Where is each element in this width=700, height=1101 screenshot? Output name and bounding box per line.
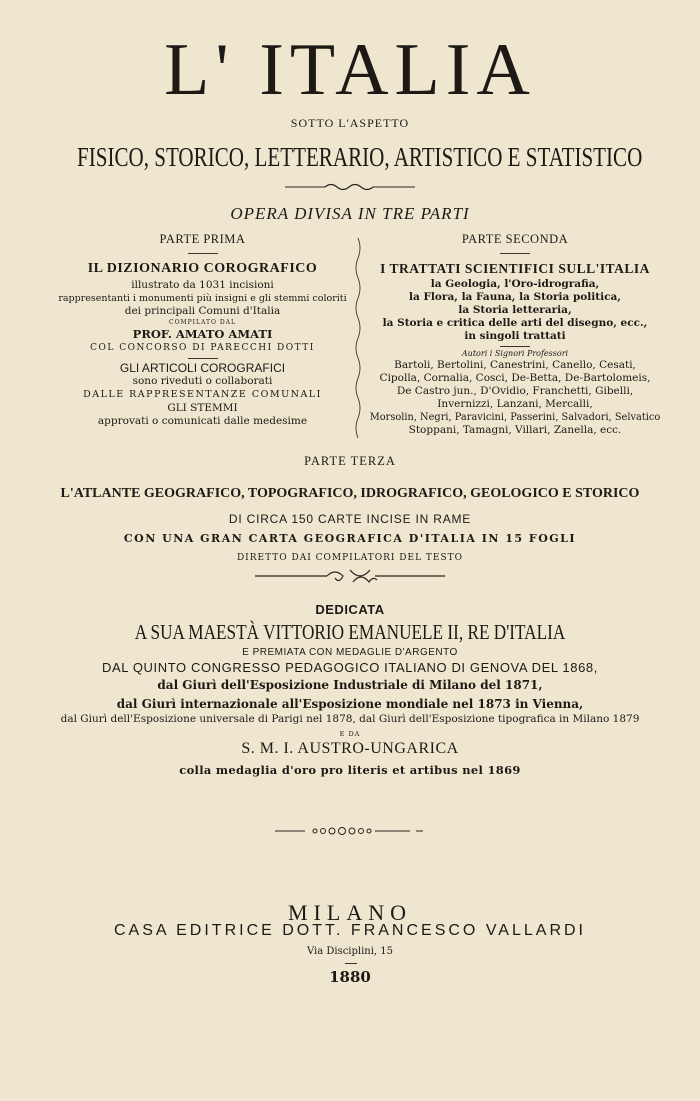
- names-line-5: Morsolin, Negri, Paravicini, Passerini, Salvadori, Selvatico: [369, 412, 661, 423]
- autori-line: Autori i Signori Professori: [461, 349, 569, 358]
- seconda-line-5: in singoli trattati: [464, 330, 566, 342]
- parte-prima-heading: PARTE PRIMA: [159, 232, 246, 246]
- names-line-2: Cipolla, Cornalia, Cosci, De-Betta, De-Bartolomeis,: [379, 372, 651, 384]
- sotto-line: SOTTO L'ASPETTO: [290, 116, 410, 130]
- vertical-brace-divider: [352, 238, 364, 444]
- prima-line-1: illustrato da 1031 incisioni: [131, 279, 274, 291]
- articoli-line: GLI ARTICOLI COROGRAFICI: [119, 361, 286, 375]
- giuri-parigi-line: dal Giurì dell'Esposizione universale di Parigi nel 1878, dal Giurì dell'Esposizione tipografica in Milano 1879: [60, 713, 640, 725]
- diretto-line: DIRETTO DAI COMPILATORI DEL TESTO: [236, 553, 464, 563]
- names-line-4: Invernizzi, Lanzani, Mercalli,: [437, 398, 593, 410]
- subtitle: FISICO, STORICO, LETTERARIO, ARTISTICO E STATISTICO: [77, 142, 643, 172]
- giuri-vienna-line: dal Giurì internazionale all'Esposizione mondiale nel 1873 in Vienna,: [116, 697, 584, 711]
- concorso-line: COL CONCORSO DI PARECCHI DOTTI: [90, 343, 315, 353]
- seconda-line-1: la Geologia, l'Oro-idrografia,: [430, 278, 600, 290]
- imprint-year: 1880: [329, 968, 371, 986]
- trattati-title: I TRATTATI SCIENTIFICI SULL'ITALIA: [380, 261, 650, 276]
- imprint-city: MILANO: [288, 900, 412, 925]
- divider: [188, 253, 218, 254]
- compilato-dal: COMPILATO DAL: [168, 319, 236, 326]
- dedicata-line: DEDICATA: [315, 602, 385, 617]
- ornament-divider-2: [0, 568, 700, 584]
- ornament-divider-1: [0, 182, 700, 192]
- approvati-line: approvati o comunicati dalle medesime: [97, 415, 308, 427]
- parte-prima-column: [50, 232, 355, 428]
- atlante-title: L'ATLANTE GEOGRAFICO, TOPOGRAFICO, IDROGRAFICO, GEOLOGICO E STORICO: [60, 486, 640, 501]
- author-name: PROF. AMATO AMATI: [132, 327, 273, 341]
- imprint-address: Via Disciplini, 15: [306, 946, 394, 957]
- riveduti-line: sono riveduti o collaborati: [132, 375, 273, 387]
- rappresentanze-line: DALLE RAPPRESENTANZE COMUNALI: [83, 389, 322, 400]
- seconda-line-4: la Storia e critica delle arti del disegno, ecc.,: [382, 317, 648, 329]
- divider: [500, 346, 530, 347]
- names-line-3: De Castro jun., D'Ovidio, Franchetti, Gibelli,: [396, 385, 634, 397]
- divider: [188, 358, 218, 359]
- names-line-1: Bartoli, Bertolini, Canestrini, Canello, Cesati,: [394, 359, 636, 371]
- divider: [500, 253, 530, 254]
- e-da-line: E DA: [339, 730, 361, 738]
- smi-line: S. M. I. AUSTRO-UNGARICA: [241, 740, 459, 757]
- ornament-divider-3: [0, 826, 700, 836]
- divider: [345, 963, 357, 964]
- prima-line-2: rappresentanti i monumenti più insigni e gli stemmi coloriti: [58, 293, 347, 304]
- giuri-milano-line: dal Giurì dell'Esposizione Industriale di Milano del 1871,: [157, 678, 543, 692]
- medaglia-line: colla medaglia d'oro pro literis et artibus nel 1869: [179, 763, 521, 777]
- parte-seconda-heading: PARTE SECONDA: [461, 232, 569, 246]
- gran-carta-line: CON UNA GRAN CARTA GEOGRAFICA D'ITALIA IN 15 FOGLI: [123, 532, 577, 545]
- quinto-congresso-line: DAL QUINTO CONGRESSO PEDAGOGICO ITALIANO DI GENOVA DEL 1868,: [102, 660, 598, 675]
- names-line-6: Stoppani, Tamagni, Villari, Zanella, ecc.: [408, 424, 622, 436]
- stemmi-line: GLI STEMMI: [167, 402, 238, 414]
- premiata-line: E PREMIATA CON MEDAGLIE D'ARGENTO: [242, 647, 458, 658]
- imprint-publisher: CASA EDITRICE DOTT. FRANCESCO VALLARDI: [114, 922, 586, 939]
- dizionario-title: IL DIZIONARIO COROGRAFICO: [87, 261, 318, 276]
- seconda-line-3: la Storia letteraria,: [458, 304, 572, 316]
- circa-line: DI CIRCA 150 CARTE INCISE IN RAME: [228, 512, 472, 526]
- opera-divisa: OPERA DIVISA IN TRE PARTI: [230, 204, 470, 223]
- seconda-line-2: la Flora, la Fauna, la Storia politica,: [409, 291, 621, 303]
- sua-maesta-line: A SUA MAESTÀ VITTORIO EMANUELE II, RE D'ITALIA: [134, 620, 566, 644]
- parte-terza-heading: PARTE TERZA: [304, 454, 396, 468]
- parte-seconda-column: [365, 232, 665, 437]
- prima-line-3: dei principali Comuni d'Italia: [124, 305, 281, 317]
- main-title: L' ITALIA: [164, 29, 536, 111]
